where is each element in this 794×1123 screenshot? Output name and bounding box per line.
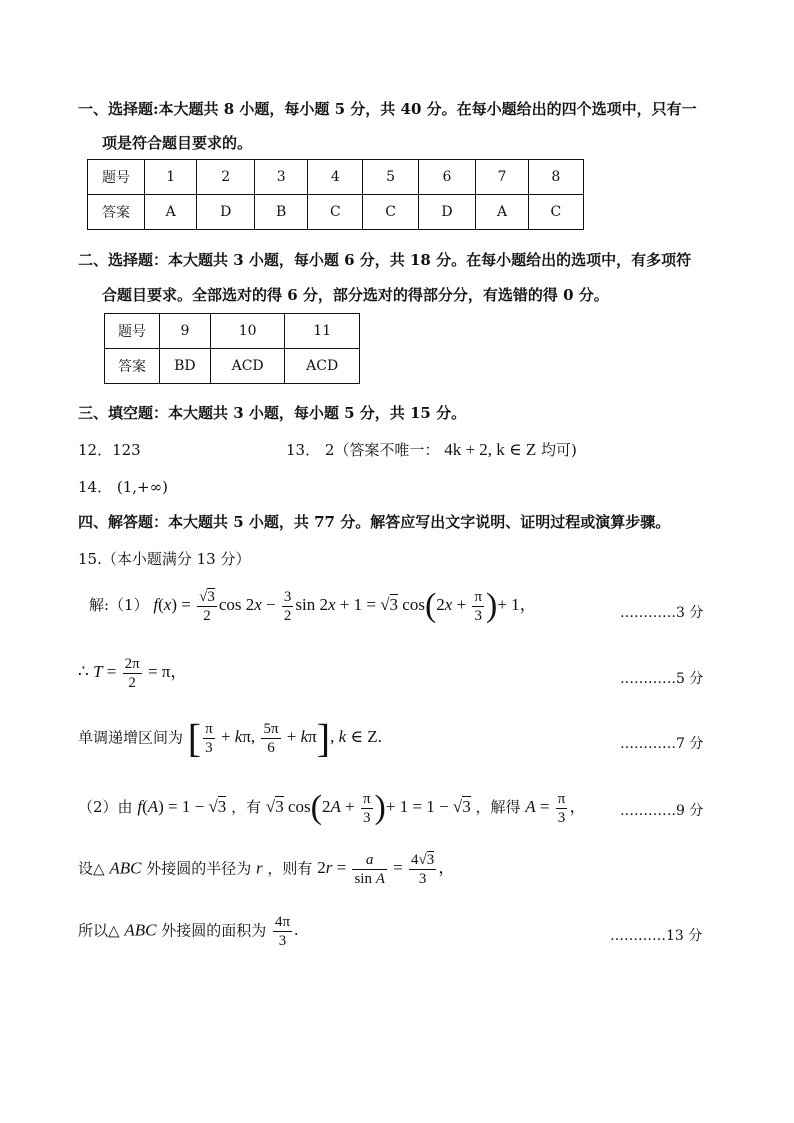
step3-points: …………7 分	[620, 736, 704, 752]
question-number: 7	[476, 160, 528, 195]
step2-points: …………5 分	[620, 671, 704, 687]
table-row	[105, 349, 360, 384]
step3-formula: [ $\frac{\pi}{3}$ + kπ, $\frac{5\pi}{6}$ + kπ], k ∈ Z.	[187, 716, 382, 761]
answer-cell: B	[255, 195, 308, 230]
question-number: 2	[197, 160, 255, 195]
question-number: 4	[308, 160, 363, 195]
answer-cell: C	[308, 195, 363, 230]
question-number: 9	[160, 314, 211, 349]
section3-heading: 三、填空题：本大题共 3 小题，每小题 5 分，共 15 分。	[78, 404, 467, 422]
step5-mid: 外接圆的半径为	[146, 859, 252, 878]
answer-cell: ACD	[285, 349, 360, 384]
step6-points: …………13 分	[610, 928, 703, 944]
table-row	[88, 195, 584, 230]
answer-12: 12．123	[78, 441, 141, 459]
step6-formula: $\frac{4\pi}{3}$ .	[275, 914, 299, 949]
section4-heading: 四、解答题：本大题共 5 小题，共 77 分。解答应写出文字说明、证明过程或演算步骤。	[78, 513, 671, 531]
row-header-question: 题号	[88, 160, 145, 195]
row-header-question: 题号	[105, 314, 160, 349]
answer-cell: C	[363, 195, 418, 230]
step1-label: 解:（1）	[89, 595, 149, 614]
answer-cell: A	[145, 195, 197, 230]
solution-step6: 所以△ ABC 外接圆的面积为 $\frac{4\pi}{3}$ .	[78, 914, 299, 949]
step1-formula: f(x) = $\frac{√3}{2}$ cos 2x − $\frac{3}{2}$ sin 2x + 1 = √3 cos(2x + $\frac{\pi}{3}$ )+ 1，	[153, 587, 537, 624]
answer-13	[286, 439, 577, 460]
question-number: 11	[285, 314, 360, 349]
step5-label: 设△	[78, 859, 105, 878]
question-number: 1	[145, 160, 197, 195]
question-number: 3	[255, 160, 308, 195]
step4-mid: ，有	[231, 797, 262, 816]
section1-heading-line1: 一、选择题:本大题共 8 小题，每小题 5 分，共 40 分。在每小题给出的四个选项中，只有一	[78, 100, 697, 118]
answer-cell: ACD	[210, 349, 285, 384]
solution-step4	[78, 789, 586, 827]
solution-step3	[78, 715, 382, 762]
answer-cell: D	[197, 195, 255, 230]
step4-equation: √3 cos(2A + $\frac{\pi}{3}$ )+ 1 = 1 − √3	[265, 789, 471, 826]
table-row	[105, 314, 360, 349]
row-header-answer: 答案	[88, 195, 145, 230]
step2-formula: ∴ T = $\frac{2\pi}{2}$ = π，	[78, 656, 188, 691]
step6-mid: 外接圆的面积为	[161, 921, 267, 940]
question-number: 10	[210, 314, 285, 349]
section1-answer-table	[87, 159, 584, 230]
answer-13-label: 13． 2（答案不唯一：	[286, 441, 440, 459]
step6-label: 所以△	[78, 921, 120, 940]
section2-heading-line2: 合题目要求。全部选对的得 6 分，部分选对的得部分分，有选错的得 0 分。	[102, 286, 609, 304]
question-number: 8	[528, 160, 583, 195]
answer-cell: A	[476, 195, 528, 230]
answer-cell: C	[528, 195, 583, 230]
step4-points: …………9 分	[620, 803, 704, 819]
section1-heading-line2: 项是符合题目要求的。	[102, 134, 253, 152]
answer-13-formula: 4k + 2, k ∈ Z	[444, 440, 537, 459]
step4-condition: f(A) = 1 − √3	[137, 796, 227, 816]
row-header-answer: 答案	[105, 349, 160, 384]
step4-label: （2）由	[78, 797, 133, 816]
answer-cell: BD	[160, 349, 211, 384]
answer-cell: D	[418, 195, 476, 230]
solution-step1	[89, 587, 537, 625]
question-15-title: 15.（本小题满分 13 分）	[78, 550, 251, 568]
table-row	[88, 160, 584, 195]
question-number: 6	[418, 160, 476, 195]
solution-step2	[78, 655, 187, 692]
step3-label: 单调递增区间为	[78, 728, 184, 747]
step5-then: ，则有	[267, 859, 313, 878]
section2-heading-line1: 二、选择题：本大题共 3 小题，每小题 6 分，共 18 分。在每小题给出的选项中，有多项符	[78, 251, 692, 269]
solution-step5: 设△ ABC 外接圆的半径为 r ，则有 2r = $\frac{a}{\text{sin A}}$ = $\frac{4√3}{3}$ ，	[78, 852, 456, 887]
step5-formula: 2r = $\frac{a}{\text{sin A}}$ = $\frac{4√3}{3}$ ，	[317, 852, 456, 887]
step1-points: …………3 分	[620, 605, 704, 621]
question-number: 5	[363, 160, 418, 195]
section2-answer-table	[104, 313, 360, 384]
step4-solve: ，解得	[475, 797, 521, 816]
answer-14: 14． (1,+∞)	[78, 478, 168, 496]
step4-result: A = $\frac{\pi}{3}$ ，	[525, 790, 587, 826]
answer-13-suffix: 均可)	[541, 441, 577, 459]
